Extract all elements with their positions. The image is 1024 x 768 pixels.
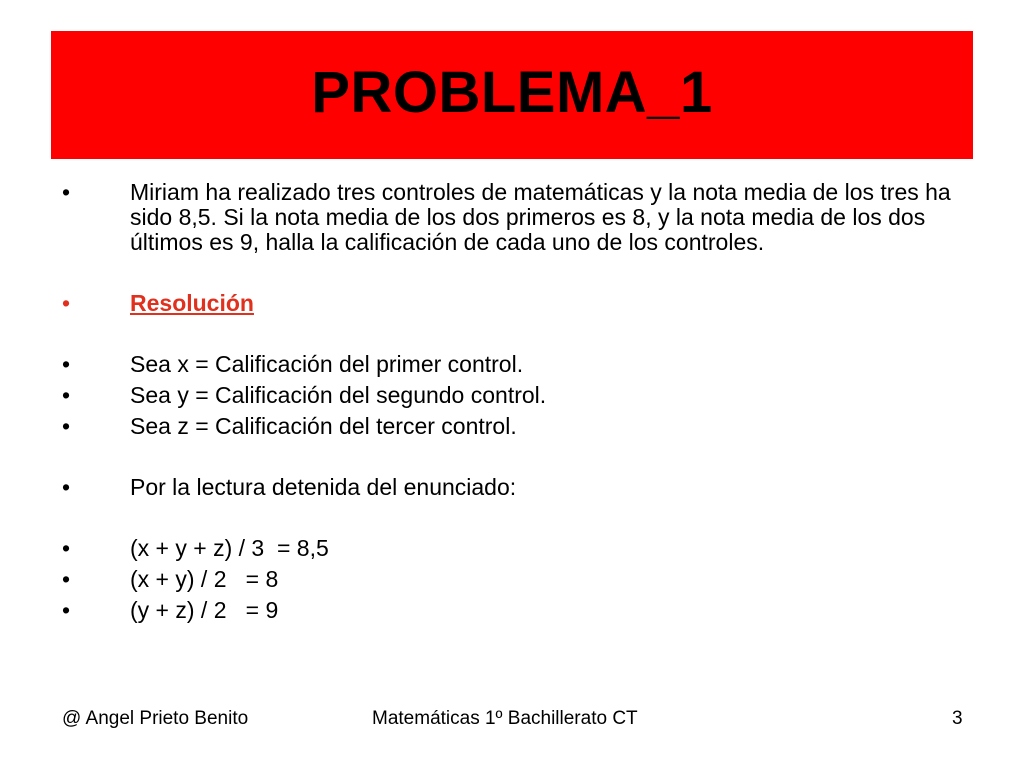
bullet-text: Por la lectura detenida del enunciado: xyxy=(130,474,517,500)
bullet-mark: • xyxy=(62,290,71,316)
bullet-mark: • xyxy=(62,597,71,623)
bullet-equation-2 xyxy=(62,567,962,592)
slide-title: PROBLEMA_1 xyxy=(311,59,713,125)
equation-text: (y + z) / 2 = 9 xyxy=(130,597,279,623)
bullet-variable-y xyxy=(62,383,962,408)
bullet-equation-1 xyxy=(62,536,962,561)
bullet-mark: • xyxy=(62,382,71,408)
bullet-variable-x xyxy=(62,352,962,377)
bullet-mark: • xyxy=(62,413,71,439)
bullet-problem-statement xyxy=(62,180,962,255)
bullet-mark: • xyxy=(62,566,71,592)
bullet-resolucion xyxy=(62,291,962,316)
bullet-text: Sea z = Calificación del tercer control. xyxy=(130,413,517,439)
title-banner xyxy=(51,31,973,159)
footer-page-number: 3 xyxy=(952,708,963,729)
bullet-list xyxy=(62,180,962,623)
bullet-mark: • xyxy=(62,179,71,205)
equation-text: (x + y) / 2 = 8 xyxy=(130,566,279,592)
resolucion-link-text: Resolución xyxy=(130,290,254,316)
bullet-text: Miriam ha realizado tres controles de matemáticas y la nota media de los tres ha sido 8,5. Si la nota media de los dos primeros es 8, y la nota media de los dos últimos es 9, halla la calificación de cada uno de los controles. xyxy=(130,179,951,255)
equation-text: (x + y + z) / 3 = 8,5 xyxy=(130,535,329,561)
spacer xyxy=(62,500,962,536)
bullet-mark: • xyxy=(62,535,71,561)
bullet-reading xyxy=(62,475,962,500)
footer-course: Matemáticas 1º Bachillerato CT xyxy=(372,708,638,729)
footer-author: @ Angel Prieto Benito xyxy=(62,708,249,729)
bullet-mark: • xyxy=(62,474,71,500)
bullet-variable-z xyxy=(62,414,962,439)
bullet-text: Sea x = Calificación del primer control. xyxy=(130,351,524,377)
spacer xyxy=(62,439,962,475)
spacer xyxy=(62,316,962,352)
spacer xyxy=(62,255,962,291)
bullet-mark: • xyxy=(62,351,71,377)
bullet-text: Sea y = Calificación del segundo control. xyxy=(130,382,547,408)
bullet-equation-3 xyxy=(62,598,962,623)
